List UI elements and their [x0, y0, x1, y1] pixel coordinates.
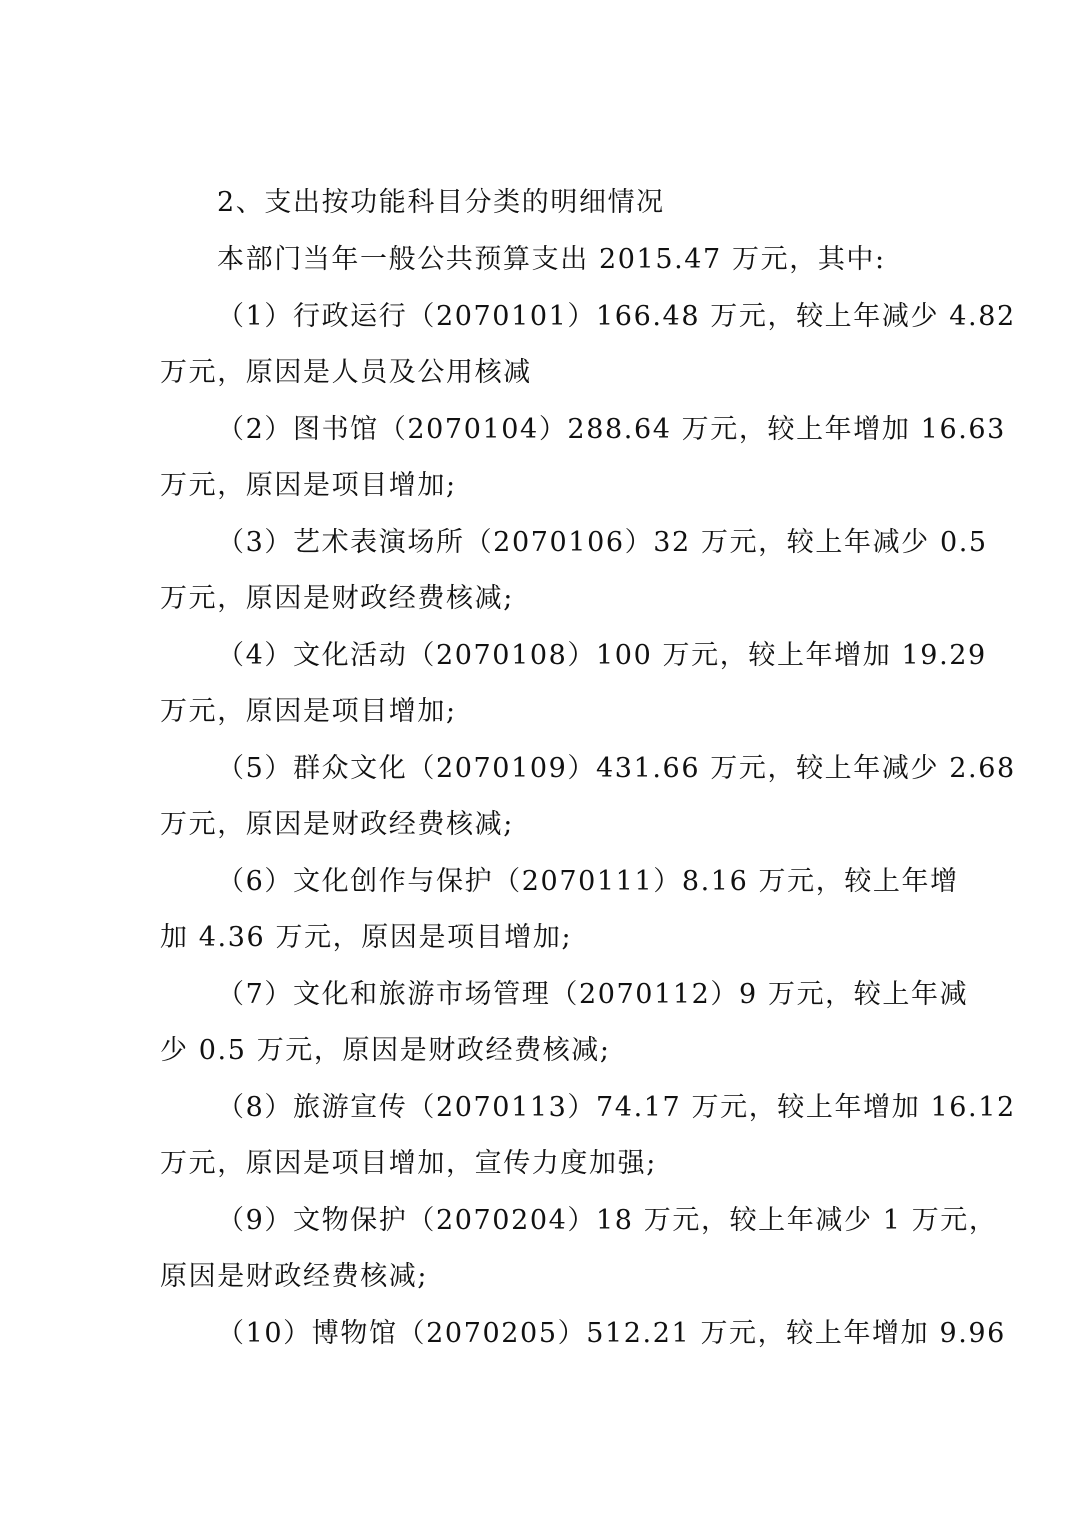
item-5-line1: （5）群众文化（2070109）431.66 万元，较上年减少 2.68	[217, 753, 1016, 784]
item-7-line1: （7）文化和旅游市场管理（2070112）9 万元，较上年减	[217, 979, 969, 1010]
item-4-line2: 万元，原因是项目增加;	[160, 696, 457, 727]
item-8-line2: 万元，原因是项目增加，宣传力度加强;	[160, 1148, 657, 1179]
intro-paragraph: 本部门当年一般公共预算支出 2015.47 万元，其中:	[217, 244, 886, 275]
item-4-line1: （4）文化活动（2070108）100 万元，较上年增加 19.29	[217, 640, 987, 671]
item-9-line2: 原因是财政经费核减;	[160, 1261, 429, 1292]
item-5-line2: 万元，原因是财政经费核减;	[160, 809, 514, 840]
section-heading: 2、支出按功能科目分类的明细情况	[217, 187, 665, 218]
item-1-line2: 万元，原因是人员及公用核减	[160, 357, 532, 388]
item-3-line2: 万元，原因是财政经费核减;	[160, 583, 514, 614]
item-2-line2: 万元，原因是项目增加;	[160, 470, 457, 501]
item-8-line1: （8）旅游宣传（2070113）74.17 万元，较上年增加 16.12	[217, 1092, 1016, 1123]
item-2-line1: （2）图书馆（2070104）288.64 万元，较上年增加 16.63	[217, 414, 1006, 445]
item-1-line1: （1）行政运行（2070101）166.48 万元，较上年减少 4.82	[217, 301, 1016, 332]
item-7-line2: 少 0.5 万元，原因是财政经费核减;	[160, 1035, 611, 1066]
item-10-line1: （10）博物馆（2070205）512.21 万元，较上年增加 9.96	[217, 1318, 1006, 1349]
item-3-line1: （3）艺术表演场所（2070106）32 万元，较上年减少 0.5	[217, 527, 988, 558]
item-6-line1: （6）文化创作与保护（2070111）8.16 万元，较上年增	[217, 866, 959, 897]
item-6-line2: 加 4.36 万元，原因是项目增加;	[160, 922, 573, 953]
item-9-line1: （9）文物保护（2070204）18 万元，较上年减少 1 万元，	[217, 1205, 998, 1236]
